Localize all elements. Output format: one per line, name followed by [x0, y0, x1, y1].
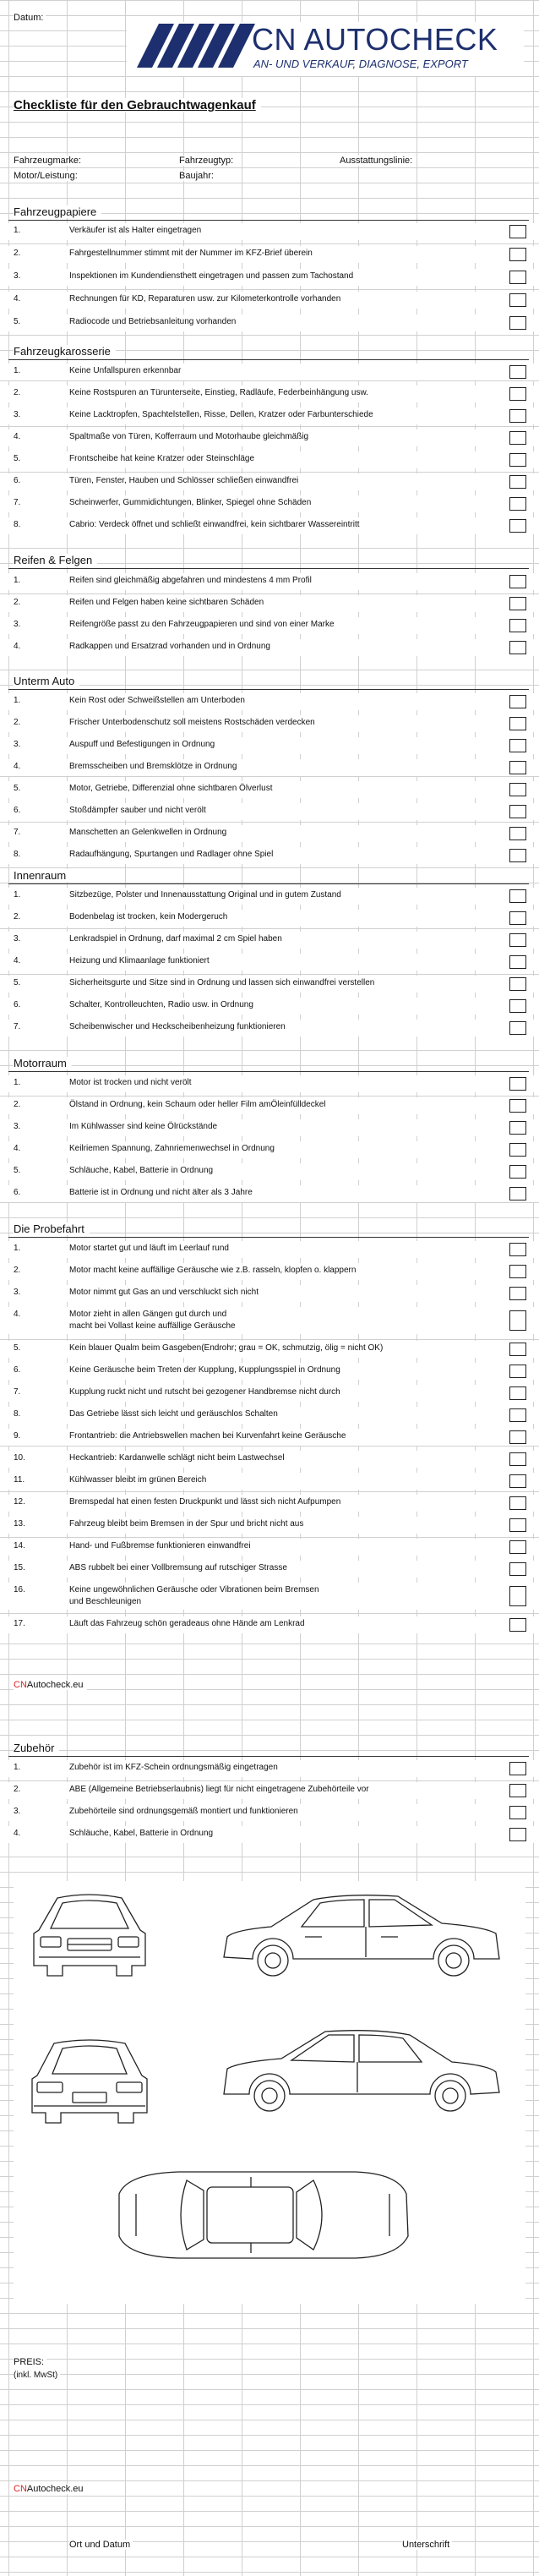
checklist-row: [0, 451, 539, 468]
checklist-row: [0, 1307, 539, 1334]
checklist-row: [0, 1341, 539, 1358]
checklist-row: [0, 1583, 539, 1610]
item-text: Auspuff und Befestigungen in Ordnung: [69, 740, 215, 749]
item-number: 8.: [14, 1409, 21, 1419]
item-number: 4.: [14, 642, 21, 651]
checklist-row: [0, 1385, 539, 1402]
section-title: Reifen & Felgen: [14, 554, 97, 566]
item-number: 3.: [14, 271, 21, 281]
checkbox[interactable]: [509, 597, 526, 610]
item-number: 16.: [14, 1585, 25, 1594]
item-number: 1.: [14, 366, 21, 375]
item-text: Spaltmaße von Türen, Kofferraum und Motorhaube gleichmäßig: [69, 432, 309, 441]
item-number: 14.: [14, 1541, 25, 1551]
brand-tagline: AN- UND VERKAUF, DIAGNOSE, EXPORT: [253, 57, 468, 70]
page-title: Checkliste für den Gebrauchtwagenkauf: [14, 98, 261, 112]
checklist-row: [0, 998, 539, 1015]
item-text: Motor ist trocken und nicht verölt: [69, 1078, 192, 1087]
checkbox[interactable]: [509, 955, 526, 969]
item-number: 15.: [14, 1563, 25, 1572]
checklist-row: [0, 954, 539, 971]
checklist-row: [0, 1826, 539, 1843]
footer-brand-red: CN: [14, 2484, 27, 2494]
checklist-row: [0, 1363, 539, 1380]
checklist-row: [0, 1804, 539, 1821]
item-number: 17.: [14, 1619, 25, 1628]
checklist-row: [0, 888, 539, 905]
section-title: Innenraum: [14, 869, 71, 882]
item-number: 12.: [14, 1497, 25, 1507]
checkbox[interactable]: [509, 293, 526, 307]
item-text: Reifen und Felgen haben keine sichtbaren Schäden: [69, 598, 264, 607]
item-number: 5.: [14, 317, 21, 326]
checkbox[interactable]: [509, 641, 526, 654]
checkbox[interactable]: [509, 271, 526, 284]
car-side-view-icon: [224, 2031, 499, 2111]
item-text: Motor zieht in allen Gängen gut durch und: [69, 1310, 227, 1319]
item-number: 10.: [14, 1453, 25, 1463]
section-title: Die Probefahrt: [14, 1222, 90, 1235]
brand-logo: [127, 22, 524, 76]
checklist-row: [0, 759, 539, 776]
checkbox[interactable]: [509, 1243, 526, 1256]
item-text: Keine Rostspuren an Türunterseite, Einstieg, Radläufe, Federbeinhängung usw.: [69, 388, 368, 397]
checklist-row: [0, 407, 539, 424]
checklist-row: [0, 1119, 539, 1136]
section-title: Unterm Auto: [14, 675, 79, 687]
checklist-row: [0, 1495, 539, 1512]
checkbox[interactable]: [509, 1165, 526, 1179]
car-front-view-icon: [34, 1895, 145, 1976]
field-year-label: Baujahr:: [179, 171, 216, 181]
item-text: Reifengröße passt zu den Fahrzeugpapieren und sind von einer Marke: [69, 620, 335, 629]
item-text: Motor nimmt gut Gas an und verschluckt sich nicht: [69, 1288, 259, 1297]
item-number: 6.: [14, 1188, 21, 1197]
item-number: 4.: [14, 762, 21, 771]
checkbox[interactable]: [509, 519, 526, 533]
item-number: 3.: [14, 410, 21, 419]
checklist-row: [0, 1561, 539, 1578]
item-text: Frontantrieb: die Antriebswellen machen bei Kurvenfahrt keine Geräusche: [69, 1431, 346, 1441]
checklist-row: [0, 1141, 539, 1158]
item-number: 1.: [14, 1078, 21, 1087]
item-number: 2.: [14, 912, 21, 922]
checkbox[interactable]: [509, 1430, 526, 1444]
checklist-row: [0, 976, 539, 993]
checkbox[interactable]: [509, 717, 526, 730]
item-number: 4.: [14, 294, 21, 304]
item-text: Batterie ist in Ordnung und nicht älter als 3 Jahre: [69, 1188, 253, 1197]
footer-brand-rest: Autocheck.eu: [26, 2484, 84, 2494]
checklist-row: [0, 517, 539, 534]
item-text: Kein Rost oder Schweißstellen am Unterboden: [69, 696, 245, 705]
car-rear-view-icon: [32, 2040, 147, 2123]
field-type-label: Fahrzeugtyp:: [179, 156, 236, 166]
item-number: 3.: [14, 934, 21, 943]
checklist-row: [0, 1760, 539, 1777]
checkbox[interactable]: [509, 999, 526, 1013]
item-number: 2.: [14, 1266, 21, 1275]
item-number: 7.: [14, 498, 21, 507]
checklist-row: [0, 803, 539, 820]
checklist-row: [0, 1782, 539, 1799]
checkbox[interactable]: [509, 695, 526, 708]
checklist-row: [0, 1473, 539, 1490]
item-text: Bremspedal hat einen festen Druckpunkt und lässt sich nicht Aufpumpen: [69, 1497, 341, 1507]
item-text: Radaufhängung, Spurtangen und Radlager ohne Spiel: [69, 850, 274, 859]
item-text: Frontscheibe hat keine Kratzer oder Steinschläge: [69, 454, 255, 463]
item-text: Bremsscheiben und Bremsklötze in Ordnung: [69, 762, 237, 771]
place-date-label: Ort und Datum: [69, 2540, 133, 2550]
checklist-row: [0, 932, 539, 949]
field-equipment-label: Ausstattungslinie:: [340, 156, 415, 166]
item-number: 2.: [14, 598, 21, 607]
item-number: 5.: [14, 1343, 21, 1353]
item-text: Im Kühlwasser sind keine Ölrückstände: [69, 1122, 218, 1131]
checklist-row: [0, 781, 539, 798]
section-divider: [8, 883, 529, 884]
item-number: 6.: [14, 476, 21, 485]
checkbox[interactable]: [509, 1408, 526, 1422]
checklist-row: [0, 1241, 539, 1258]
checkbox[interactable]: [509, 933, 526, 947]
checkbox[interactable]: [509, 761, 526, 774]
checkbox[interactable]: [509, 387, 526, 401]
item-number: 2.: [14, 1100, 21, 1109]
item-number: 6.: [14, 1365, 21, 1375]
item-number: 8.: [14, 850, 21, 859]
checklist-row: [0, 1020, 539, 1036]
checklist-row: [0, 1263, 539, 1280]
item-text: Heizung und Klimaanlage funktioniert: [69, 956, 210, 965]
item-text: Inspektionen im Kundendiensthett eingetragen und passen zum Tachostand: [69, 271, 354, 281]
checkbox[interactable]: [509, 1762, 526, 1775]
checkbox[interactable]: [509, 1540, 526, 1554]
item-number: 6.: [14, 806, 21, 815]
item-text: Schläuche, Kabel, Batterie in Ordnung: [69, 1829, 214, 1838]
checkbox[interactable]: [509, 1496, 526, 1510]
item-number: 2.: [14, 249, 21, 258]
field-engine-label: Motor/Leistung:: [14, 171, 80, 181]
item-number: 1.: [14, 890, 21, 900]
item-number: 3.: [14, 1288, 21, 1297]
checkbox[interactable]: [509, 1310, 526, 1331]
footer-brand-red: CN: [14, 1680, 27, 1690]
item-number: 2.: [14, 1785, 21, 1794]
item-number: 2.: [14, 388, 21, 397]
checklist-row: [0, 1616, 539, 1633]
item-number: 7.: [14, 828, 21, 837]
item-text: Zubehör ist im KFZ-Schein ordnungsmäßig eingetragen: [69, 1763, 278, 1772]
item-number: 2.: [14, 718, 21, 727]
item-number: 3.: [14, 620, 21, 629]
item-text: Motor startet gut und läuft im Leerlauf rund: [69, 1244, 229, 1253]
checklist-row: [0, 1407, 539, 1424]
item-text: Rechnungen für KD, Reparaturen usw. zur Kilometerkontrolle vorhanden: [69, 294, 341, 304]
section-divider: [8, 1071, 529, 1072]
item-text: Keine Geräusche beim Treten der Kupplung, Kupplungsspiel in Ordnung: [69, 1365, 340, 1375]
item-text: Kühlwasser bleibt im grünen Bereich: [69, 1475, 207, 1485]
checkbox[interactable]: [509, 827, 526, 840]
section-title: Motorraum: [14, 1057, 72, 1069]
checklist-row: [0, 715, 539, 732]
section-divider: [8, 1237, 529, 1238]
section-divider: [8, 220, 529, 221]
checklist-row: [0, 1163, 539, 1180]
date-label: Datum:: [14, 13, 46, 23]
checkbox[interactable]: [509, 911, 526, 925]
checkbox[interactable]: [509, 431, 526, 445]
checklist-row: [0, 1075, 539, 1092]
item-number: 3.: [14, 1122, 21, 1131]
item-number: 1.: [14, 1763, 21, 1772]
item-number: 1.: [14, 226, 21, 235]
field-brand-label: Fahrzeugmarke:: [14, 156, 84, 166]
checkbox[interactable]: [509, 1365, 526, 1378]
checklist-row: [0, 223, 539, 240]
item-text: Keine Unfallspuren erkennbar: [69, 366, 182, 375]
checkbox[interactable]: [509, 225, 526, 238]
checklist-row: [0, 639, 539, 656]
item-number: 5.: [14, 784, 21, 793]
checkbox[interactable]: [509, 1474, 526, 1488]
item-number: 6.: [14, 1000, 21, 1009]
item-text: Sitzbezüge, Polster und Innenausstattung Original und in gutem Zustand: [69, 890, 341, 900]
checkbox[interactable]: [509, 248, 526, 261]
item-text: Kein blauer Qualm beim Gasgeben(Endrohr; grau = OK, schmutzig, ölig = nicht OK): [69, 1343, 384, 1353]
item-text: Reifen sind gleichmäßig abgefahren und mindestens 4 mm Profil: [69, 576, 312, 585]
checkbox[interactable]: [509, 849, 526, 862]
checkbox[interactable]: [509, 1784, 526, 1797]
item-number: 5.: [14, 1166, 21, 1175]
checkbox[interactable]: [509, 1143, 526, 1157]
checklist-row: [0, 292, 539, 309]
section-divider: [8, 359, 529, 360]
item-text: Motor macht keine auffällige Geräusche wie z.B. rasseln, klopfen o. klappern: [69, 1266, 357, 1275]
car-side-view-icon: [224, 1895, 499, 1976]
checkbox[interactable]: [509, 1828, 526, 1841]
checklist-row: [0, 1429, 539, 1446]
item-number: 4.: [14, 432, 21, 441]
item-text: Sicherheitsgurte und Sitze sind in Ordnung und lassen sich einwandfrei verstellen: [69, 978, 375, 987]
checklist-row: [0, 364, 539, 380]
item-text: Motor, Getriebe, Differenzial ohne sichtbaren Ölverlust: [69, 784, 273, 793]
item-text: Lenkradspiel in Ordnung, darf maximal 2 cm Spiel haben: [69, 934, 282, 943]
item-text: Scheinwerfer, Gummidichtungen, Blinker, Spiegel ohne Schäden: [69, 498, 312, 507]
checkbox[interactable]: [509, 1121, 526, 1135]
item-text: Schläuche, Kabel, Batterie in Ordnung: [69, 1166, 214, 1175]
checkbox[interactable]: [509, 1099, 526, 1113]
item-text: Hand- und Fußbremse funktionieren einwandfrei: [69, 1541, 251, 1551]
item-number: 11.: [14, 1475, 25, 1485]
price-note: (inkl. MwSt): [14, 2371, 60, 2380]
item-number: 7.: [14, 1387, 21, 1397]
item-text: Stoßdämpfer sauber und nicht verölt: [69, 806, 206, 815]
checkbox[interactable]: [509, 1343, 526, 1356]
checkbox[interactable]: [509, 365, 526, 379]
checklist-row: [0, 617, 539, 634]
item-text: Fahrzeug bleibt beim Bremsen in der Spur und bricht nicht aus: [69, 1519, 304, 1529]
checklist-row: [0, 693, 539, 710]
checklist-row: [0, 429, 539, 446]
item-text: ABS rubbelt bei einer Vollbremsung auf rutschiger Strasse: [69, 1563, 287, 1572]
checkbox[interactable]: [509, 1586, 526, 1606]
car-top-view-icon: [119, 2172, 408, 2258]
vehicle-damage-diagram: [14, 1881, 525, 2304]
item-number: 1.: [14, 1244, 21, 1253]
item-text: Frischer Unterbodenschutz soll meistens Rostschäden verdecken: [69, 718, 315, 727]
item-text: Heckantrieb: Kardanwelle schlägt nicht beim Lastwechsel: [69, 1453, 285, 1463]
checklist-row: [0, 910, 539, 927]
brand-name: CN AUTOCHECK: [252, 22, 498, 57]
item-number: 3.: [14, 1807, 21, 1816]
checkbox[interactable]: [509, 1287, 526, 1300]
item-text: Keilriemen Spannung, Zahnriemenwechsel in Ordnung: [69, 1144, 275, 1153]
item-text: Verkäufer ist als Halter eingetragen: [69, 226, 202, 235]
item-text: Scheibenwischer und Heckscheibenheizung funktionieren: [69, 1022, 286, 1031]
item-number: 13.: [14, 1519, 25, 1529]
checkbox[interactable]: [509, 977, 526, 991]
checklist-row: [0, 847, 539, 864]
section-divider: [8, 1756, 529, 1757]
checkbox[interactable]: [509, 1806, 526, 1819]
checklist-row: [0, 1285, 539, 1302]
checklist-row: [0, 1451, 539, 1468]
item-text: Schalter, Kontrolleuchten, Radio usw. in Ordnung: [69, 1000, 253, 1009]
checkbox[interactable]: [509, 1562, 526, 1576]
item-number: 7.: [14, 1022, 21, 1031]
checkbox[interactable]: [509, 889, 526, 903]
checkbox[interactable]: [509, 409, 526, 423]
item-text: Das Getriebe lässt sich leicht und geräuschlos Schalten: [69, 1409, 278, 1419]
checklist-row: [0, 314, 539, 331]
section-title: Fahrzeugkarosserie: [14, 345, 116, 358]
checklist-row: [0, 1539, 539, 1556]
checkbox[interactable]: [509, 739, 526, 752]
checklist-row: [0, 246, 539, 263]
checklist-row: [0, 1097, 539, 1114]
section-divider: [8, 689, 529, 690]
item-text: Ölstand in Ordnung, kein Schaum oder heller Film amÖleinfülldeckel: [69, 1100, 326, 1109]
checkbox[interactable]: [509, 1452, 526, 1466]
item-text: ABE (Allgemeine Betriebserlaubnis) liegt für nicht eingetragene Zubehörteile vor: [69, 1785, 369, 1794]
checkbox[interactable]: [509, 1021, 526, 1035]
checkbox[interactable]: [509, 619, 526, 632]
checklist-row: [0, 495, 539, 512]
section-divider: [8, 568, 529, 569]
item-number: 9.: [14, 1431, 21, 1441]
item-text: Läuft das Fahrzeug schön geradeaus ohne Hände am Lenkrad: [69, 1619, 305, 1628]
item-number: 4.: [14, 1829, 21, 1838]
item-text-continued: und Beschleunigen: [69, 1597, 142, 1606]
item-text: Bodenbelag ist trocken, kein Modergeruch: [69, 912, 228, 922]
item-number: 1.: [14, 576, 21, 585]
checklist-row: [0, 473, 539, 490]
item-text: Zubehörteile sind ordnungsgemäß montiert und funktionieren: [69, 1807, 298, 1816]
checklist-row: [0, 1185, 539, 1202]
item-text: Keine ungewöhnlichen Geräusche oder Vibrationen beim Bremsen: [69, 1585, 319, 1594]
item-number: 3.: [14, 740, 21, 749]
checkbox[interactable]: [509, 783, 526, 796]
checkbox[interactable]: [509, 1518, 526, 1532]
checklist-row: [0, 573, 539, 590]
item-text: Fahrgestellnummer stimmt mit der Nummer im KFZ-Brief überein: [69, 249, 313, 258]
item-text: Kupplung ruckt nicht und rutscht bei gezogener Handbremse nicht durch: [69, 1387, 340, 1397]
item-number: 4.: [14, 956, 21, 965]
item-text: Radkappen und Ersatzrad vorhanden und in Ordnung: [69, 642, 270, 651]
item-number: 4.: [14, 1310, 21, 1319]
checkbox[interactable]: [509, 1618, 526, 1632]
item-number: 4.: [14, 1144, 21, 1153]
footer-brand-rest: Autocheck.eu: [26, 1680, 84, 1690]
checkbox[interactable]: [509, 316, 526, 330]
footer-brand-link[interactable]: [14, 2484, 87, 2494]
item-text: Türen, Fenster, Hauben und Schlösser schließen einwandfrei: [69, 476, 299, 485]
checkbox[interactable]: [509, 575, 526, 588]
checkbox[interactable]: [509, 1077, 526, 1091]
item-number: 5.: [14, 978, 21, 987]
checkbox[interactable]: [509, 1187, 526, 1200]
checkbox[interactable]: [509, 1386, 526, 1400]
checkbox[interactable]: [509, 805, 526, 818]
item-text: Cabrio: Verdeck öffnet und schließt einwandfrei, kein sichtbarer Wassereintritt: [69, 520, 360, 529]
footer-brand-link[interactable]: [14, 1680, 87, 1690]
checklist-row: [0, 1517, 539, 1534]
checklist-row: [0, 825, 539, 842]
item-text: Radiocode und Betriebsanleitung vorhanden: [69, 317, 237, 326]
item-text: Manschetten an Gelenkwellen in Ordnung: [69, 828, 227, 837]
item-number: 5.: [14, 454, 21, 463]
item-text: Keine Lacktropfen, Spachtelstellen, Risse, Dellen, Kratzer oder Farbunterschiede: [69, 410, 373, 419]
checkbox[interactable]: [509, 1265, 526, 1278]
checkbox[interactable]: [509, 453, 526, 467]
checklist-row: [0, 386, 539, 402]
checklist-row: [0, 269, 539, 286]
price-label: PREIS:: [14, 2357, 46, 2367]
section-title: Fahrzeugpapiere: [14, 205, 101, 218]
checkbox[interactable]: [509, 497, 526, 511]
checklist-row: [0, 737, 539, 754]
checklist-row: [0, 595, 539, 612]
section-title: Zubehör: [14, 1742, 59, 1754]
checkbox[interactable]: [509, 475, 526, 489]
signature-label: Unterschrift: [402, 2540, 452, 2550]
item-text-continued: macht bei Vollast keine auffällige Geräusche: [69, 1321, 236, 1331]
item-number: 8.: [14, 520, 21, 529]
item-number: 1.: [14, 696, 21, 705]
